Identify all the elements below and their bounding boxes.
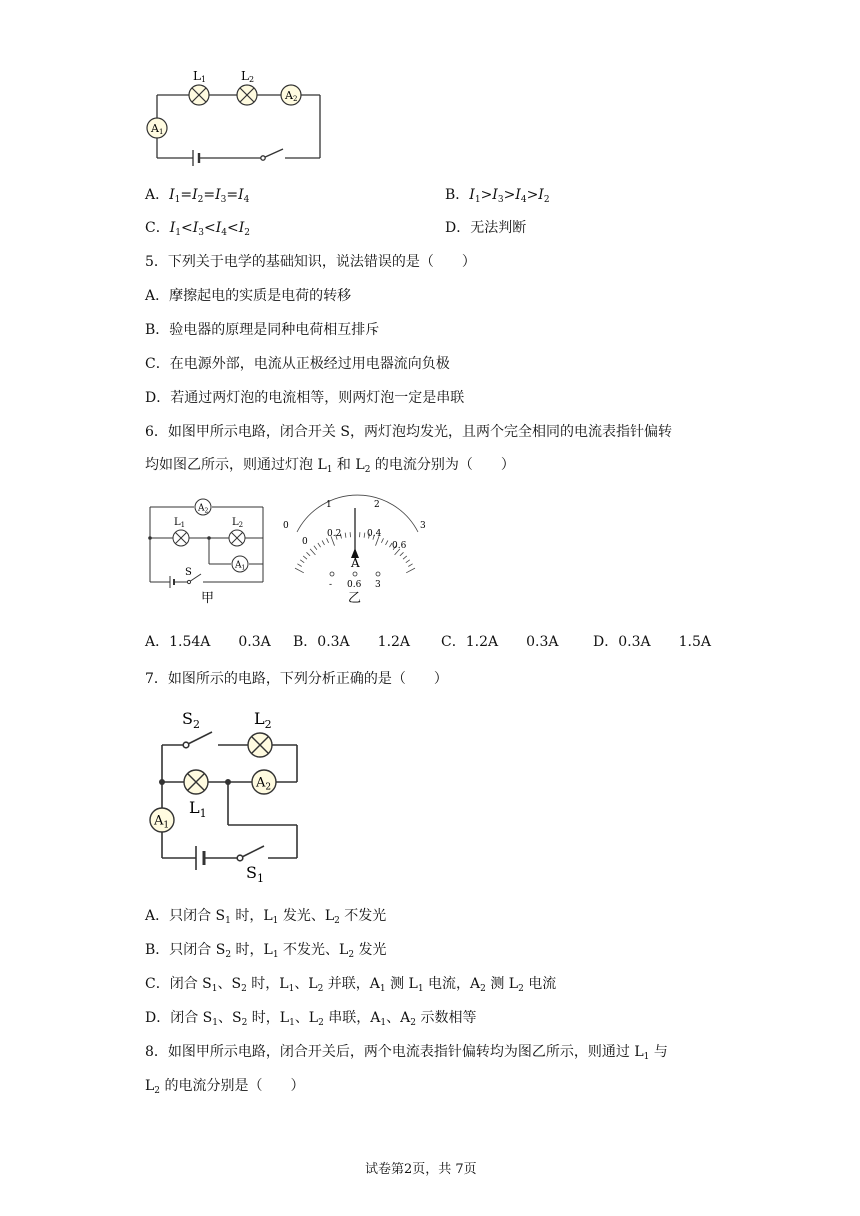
meter-tick	[386, 541, 388, 545]
meter-tick	[300, 560, 304, 563]
meter-tick	[408, 564, 412, 567]
svg-text:S: S	[185, 567, 192, 578]
meter-tick	[406, 568, 415, 573]
q7-option-a[interactable]: A．只闭合 $S_1$ 时，$L_1$ 发光、$L_2$ 不发光	[145, 908, 387, 926]
q4-option-b[interactable]: B．$I_1>I_3>I_4>I_2$	[445, 187, 550, 205]
svg-text:2: 2	[374, 500, 380, 510]
svg-text:3: 3	[420, 521, 426, 531]
q6-option-d[interactable]: D．0.3A 1.5A	[593, 634, 711, 650]
svg-text:L1: L1	[193, 69, 207, 84]
svg-text:L2: L2	[241, 69, 255, 84]
svg-text:-: -	[329, 580, 333, 590]
svg-text:3: 3	[375, 580, 381, 590]
meter-tick	[322, 541, 324, 545]
q6-option-b[interactable]: B．0.3A 1.2A	[293, 634, 411, 650]
q7-circuit-figure	[140, 702, 320, 892]
meter-tick	[295, 568, 304, 573]
meter-tick	[318, 543, 321, 547]
svg-text:A2: $A_2$	[198, 503, 209, 515]
q7-lamp-l2	[248, 733, 272, 757]
q4-lamp-l1	[189, 85, 209, 105]
meter-tick	[403, 556, 407, 559]
q4-circuit-figure	[135, 62, 335, 172]
svg-text:A1: $A_1$	[235, 560, 246, 572]
meter-tick	[310, 549, 315, 555]
q5-option-c[interactable]: C．在电源外部，电流从正极经过用电器流向负极	[145, 356, 450, 372]
q8-stem-line2: $L_2$ 的电流分别是（ ）	[145, 1078, 305, 1096]
svg-text:L1: $L_1$	[174, 517, 186, 529]
q6-jia-lamp-l2	[229, 530, 245, 546]
svg-text:L1: $L_1$	[189, 798, 207, 820]
q4-option-a[interactable]: A．$I_1=I_2=I_3=I_4$	[145, 187, 250, 205]
q6-jia-lamp-l1	[173, 530, 189, 546]
meter-tick	[345, 533, 346, 538]
q6-stem-line1: 6．如图甲所示电路，闭合开关 S，两灯泡均发光，且两个完全相同的电流表指针偏转	[145, 424, 672, 440]
q6-circuit-figure-jia	[143, 492, 273, 607]
svg-text:S1: $S_1$	[246, 863, 264, 885]
q4-option-c[interactable]: C．$I_1<I_3<I_4<I_2$	[145, 220, 250, 238]
q5-option-d[interactable]: D．若通过两灯泡的电流相等，则两灯泡一定是串联	[145, 390, 465, 406]
svg-text:A1: $A_1$	[154, 813, 170, 831]
svg-text:0.2: 0.2	[327, 529, 342, 539]
meter-tick	[303, 556, 307, 559]
svg-text:乙: 乙	[348, 591, 362, 606]
meter-tick	[381, 538, 383, 543]
svg-text:L2: $L_2$	[232, 517, 244, 529]
svg-text:A1: A1	[151, 122, 164, 136]
meter-tick	[307, 552, 311, 556]
q6-ammeter-figure-yi	[280, 492, 430, 607]
meter-tick	[314, 546, 317, 550]
svg-text:A2: $A_2$	[256, 775, 272, 793]
q5-stem: 5．下列关于电学的基础知识，说法错误的是（ ）	[145, 254, 476, 270]
svg-text:S2: $S_2$	[182, 709, 200, 731]
svg-text:0.4: 0.4	[367, 529, 382, 539]
svg-text:A2: A2	[285, 89, 298, 103]
q6-option-c[interactable]: C．1.2A 0.3A	[441, 634, 559, 650]
meter-tick	[406, 560, 410, 563]
q8-stem-line1: 8．如图甲所示电路，闭合开关后，两个电流表指针偏转均为图乙所示，则通过 $L_1$ 与	[145, 1044, 668, 1062]
q7-stem: 7．如图所示的电路，下列分析正确的是（ ）	[145, 671, 448, 687]
q7-option-d[interactable]: D．闭合 $S_1$、$S_2$ 时，$L_1$、$L_2$ 串联，$A_1$、$A_2$ 示数相等	[145, 1010, 477, 1028]
q5-option-b[interactable]: B．验电器的原理是同种电荷相互排斥	[145, 322, 380, 338]
svg-text:L2: $L_2$	[254, 709, 272, 731]
q7-option-c[interactable]: C．闭合 $S_1$、$S_2$ 时，$L_1$、$L_2$ 并联，$A_1$ 测 $L_1$ 电流，$A_2$ 测 $L_2$ 电流	[145, 976, 557, 994]
svg-text:0.6: 0.6	[392, 541, 407, 551]
q6-option-a[interactable]: A．1.54A 0.3A	[145, 634, 271, 650]
page-footer: 试卷第2页，共 7页	[365, 1162, 477, 1177]
svg-text:0.6: 0.6	[347, 580, 362, 590]
meter-tick	[400, 552, 404, 556]
svg-text:0: 0	[302, 537, 308, 547]
q5-option-a[interactable]: A．摩擦起电的实质是电荷的转移	[145, 288, 352, 304]
q4-option-d[interactable]: D．无法判断	[445, 220, 527, 236]
q7-option-b[interactable]: B．只闭合 $S_2$ 时，$L_1$ 不发光、$L_2$ 发光	[145, 942, 387, 960]
meter-tick	[364, 533, 365, 538]
svg-text:1: 1	[326, 500, 332, 510]
svg-text:甲: 甲	[201, 591, 215, 606]
q4-lamp-l2	[237, 85, 257, 105]
q7-lamp-l1	[184, 770, 208, 794]
svg-text:A: A	[351, 556, 360, 570]
svg-text:0: 0	[283, 521, 289, 531]
meter-tick	[297, 564, 301, 567]
q6-stem-line2: 均如图乙所示，则通过灯泡 $L_1$ 和 $L_2$ 的电流分别为（ ）	[145, 457, 515, 475]
